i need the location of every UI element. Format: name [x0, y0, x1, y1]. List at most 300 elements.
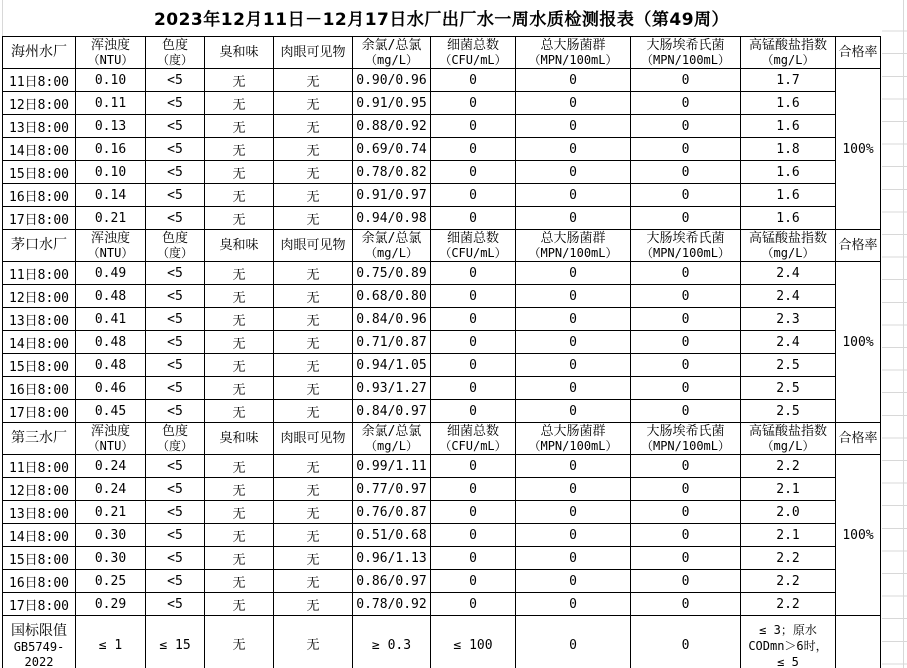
visible-cell: 无 — [274, 478, 353, 501]
bacteria-cell: 0 — [431, 354, 516, 377]
bacteria-cell: 0 — [431, 570, 516, 593]
ecoli-cell: 0 — [631, 547, 741, 570]
turbidity-cell: 0.10 — [76, 69, 146, 92]
ecoli-cell: 0 — [631, 570, 741, 593]
col-header-chlorine — [353, 37, 431, 69]
visible-cell: 无 — [274, 377, 353, 400]
chlorine-cell: 0.68/0.80 — [353, 285, 431, 308]
cell-line: （度） — [156, 246, 193, 261]
chroma-cell: <5 — [146, 593, 205, 616]
coliform-cell: 0 — [516, 207, 631, 230]
bacteria-cell: 0 — [431, 92, 516, 115]
chroma-cell: <5 — [146, 92, 205, 115]
cell-line: 臭和味 — [219, 237, 259, 253]
bacteria-cell: 0 — [431, 524, 516, 547]
turbidity-cell: 0.48 — [76, 331, 146, 354]
codmn-cell: 2.1 — [741, 524, 836, 547]
turbidity-cell: 0.14 — [76, 184, 146, 207]
bacteria-cell: 0 — [431, 478, 516, 501]
limit-bacteria-cell: ≤ 100 — [431, 616, 516, 668]
cell-line: 臭和味 — [219, 430, 259, 446]
data-row — [3, 115, 881, 138]
bacteria-cell: 0 — [431, 115, 516, 138]
plant-name: 海州水厂 — [3, 37, 76, 69]
visible-cell: 无 — [274, 161, 353, 184]
odor-cell: 无 — [205, 207, 274, 230]
plant-name: 茅口水厂 — [3, 230, 76, 262]
codmn-cell: 2.4 — [741, 285, 836, 308]
visible-cell: 无 — [274, 115, 353, 138]
sample-time-cell: 13日8:00 — [3, 115, 76, 138]
cell-line: （mg/L） — [761, 53, 815, 68]
section-header-row — [3, 423, 881, 455]
visible-cell: 无 — [274, 262, 353, 285]
bacteria-cell: 0 — [431, 207, 516, 230]
bacteria-cell: 0 — [431, 400, 516, 423]
ecoli-cell: 0 — [631, 184, 741, 207]
turbidity-cell: 0.46 — [76, 377, 146, 400]
visible-cell: 无 — [274, 138, 353, 161]
data-row — [3, 570, 881, 593]
odor-cell: 无 — [205, 593, 274, 616]
chlorine-cell: 0.90/0.96 — [353, 69, 431, 92]
cell-line: 总大肠菌群 — [540, 230, 606, 246]
col-header-pass-rate: 合格率 — [836, 230, 881, 262]
col-header-chlorine — [353, 230, 431, 262]
chroma-cell: <5 — [146, 184, 205, 207]
chlorine-cell: 0.69/0.74 — [353, 138, 431, 161]
visible-cell: 无 — [274, 593, 353, 616]
codmn-cell: 2.5 — [741, 377, 836, 400]
bacteria-cell: 0 — [431, 377, 516, 400]
chroma-cell: <5 — [146, 262, 205, 285]
codmn-cell: 1.6 — [741, 184, 836, 207]
visible-cell: 无 — [274, 547, 353, 570]
col-header-codmn — [741, 423, 836, 455]
codmn-cell: 2.3 — [741, 308, 836, 331]
cell-line: （mg/L） — [365, 439, 418, 454]
chroma-cell: <5 — [146, 478, 205, 501]
sample-time-cell: 16日8:00 — [3, 377, 76, 400]
visible-cell: 无 — [274, 570, 353, 593]
turbidity-cell: 0.25 — [76, 570, 146, 593]
codmn-cell: 2.5 — [741, 354, 836, 377]
report-title: 2023年12月11日－12月17日水厂出厂水一周水质检测报表（第49周） — [153, 10, 730, 30]
col-header-ecoli — [631, 37, 741, 69]
section-header-row — [3, 230, 881, 262]
chroma-cell: <5 — [146, 138, 205, 161]
ecoli-cell: 0 — [631, 331, 741, 354]
cell-line: （度） — [156, 53, 193, 68]
section-header-row — [3, 37, 881, 69]
cell-line: （mg/L） — [365, 53, 418, 68]
col-header-turbidity — [76, 230, 146, 262]
water-quality-table — [2, 36, 881, 668]
chroma-cell: <5 — [146, 331, 205, 354]
visible-cell: 无 — [274, 92, 353, 115]
turbidity-cell: 0.21 — [76, 501, 146, 524]
limit-odor-cell: 无 — [205, 616, 274, 668]
bacteria-cell: 0 — [431, 262, 516, 285]
col-header-visible — [274, 230, 353, 262]
data-row — [3, 400, 881, 423]
chroma-cell: <5 — [146, 524, 205, 547]
cell-line: 余氯/总氯 — [361, 423, 422, 439]
turbidity-cell: 0.48 — [76, 354, 146, 377]
cell-line: 臭和味 — [219, 44, 259, 60]
data-row — [3, 547, 881, 570]
sample-time-cell: 17日8:00 — [3, 207, 76, 230]
sample-time-cell: 14日8:00 — [3, 138, 76, 161]
bacteria-cell: 0 — [431, 138, 516, 161]
codmn-cell: 2.2 — [741, 547, 836, 570]
codmn-cell: 2.2 — [741, 455, 836, 478]
odor-cell: 无 — [205, 184, 274, 207]
chlorine-cell: 0.84/0.96 — [353, 308, 431, 331]
ecoli-cell: 0 — [631, 285, 741, 308]
col-header-coliform — [516, 37, 631, 69]
sample-time-cell: 12日8:00 — [3, 92, 76, 115]
visible-cell: 无 — [274, 184, 353, 207]
odor-cell: 无 — [205, 524, 274, 547]
turbidity-cell: 0.16 — [76, 138, 146, 161]
col-header-bacteria — [431, 230, 516, 262]
cell-line: 肉眼可见物 — [280, 237, 346, 253]
visible-cell: 无 — [274, 400, 353, 423]
cell-line: 浑浊度 — [90, 230, 130, 246]
limit-ecoli-cell: 0 — [631, 616, 741, 668]
cell-line: 高锰酸盐指数 — [748, 37, 827, 53]
data-row — [3, 308, 881, 331]
cell-line: 肉眼可见物 — [280, 44, 346, 60]
chlorine-cell: 0.96/1.13 — [353, 547, 431, 570]
pass-rate-cell: 100% — [836, 262, 881, 423]
cell-line: GB5749- — [13, 640, 65, 655]
bacteria-cell: 0 — [431, 285, 516, 308]
cell-line: 大肠埃希氏菌 — [646, 37, 725, 53]
cell-line: （MPN/100mL） — [528, 439, 618, 454]
ecoli-cell: 0 — [631, 501, 741, 524]
chroma-cell: <5 — [146, 455, 205, 478]
ecoli-cell: 0 — [631, 69, 741, 92]
visible-cell: 无 — [274, 69, 353, 92]
chlorine-cell: 0.75/0.89 — [353, 262, 431, 285]
turbidity-cell: 0.30 — [76, 547, 146, 570]
col-header-chroma — [146, 37, 205, 69]
limit-codmn-cell — [741, 616, 836, 668]
chlorine-cell: 0.94/0.98 — [353, 207, 431, 230]
cell-line: 高锰酸盐指数 — [748, 230, 827, 246]
chlorine-cell: 0.86/0.97 — [353, 570, 431, 593]
sheet-gridline-right-edge — [903, 0, 904, 668]
cell-line: （度） — [156, 439, 193, 454]
sample-time-cell: 11日8:00 — [3, 262, 76, 285]
col-header-codmn — [741, 37, 836, 69]
col-header-chlorine — [353, 423, 431, 455]
codmn-cell: 1.6 — [741, 115, 836, 138]
national-limit-row — [3, 616, 881, 668]
limit-turbidity-cell: ≤ 1 — [76, 616, 146, 668]
chroma-cell: <5 — [146, 354, 205, 377]
sample-time-cell: 15日8:00 — [3, 354, 76, 377]
chlorine-cell: 0.78/0.82 — [353, 161, 431, 184]
coliform-cell: 0 — [516, 285, 631, 308]
odor-cell: 无 — [205, 92, 274, 115]
cell-line: ≤ 3；原水 — [759, 622, 817, 637]
turbidity-cell: 0.29 — [76, 593, 146, 616]
sample-time-cell: 13日8:00 — [3, 308, 76, 331]
pass-rate-cell: 100% — [836, 69, 881, 230]
cell-line: 肉眼可见物 — [280, 430, 346, 446]
cell-line: （CFU/mL） — [439, 439, 507, 454]
cell-line: 2022 — [24, 655, 54, 668]
cell-line: 浑浊度 — [90, 423, 130, 439]
codmn-cell: 1.6 — [741, 161, 836, 184]
sample-time-cell: 11日8:00 — [3, 455, 76, 478]
ecoli-cell: 0 — [631, 92, 741, 115]
visible-cell: 无 — [274, 501, 353, 524]
cell-line: （mg/L） — [365, 246, 418, 261]
chlorine-cell: 0.94/1.05 — [353, 354, 431, 377]
chroma-cell: <5 — [146, 69, 205, 92]
chroma-cell: <5 — [146, 570, 205, 593]
col-header-pass-rate: 合格率 — [836, 423, 881, 455]
col-header-odor — [205, 230, 274, 262]
ecoli-cell: 0 — [631, 115, 741, 138]
data-row — [3, 207, 881, 230]
pass-rate-cell: 100% — [836, 455, 881, 616]
turbidity-cell: 0.24 — [76, 455, 146, 478]
ecoli-cell: 0 — [631, 262, 741, 285]
odor-cell: 无 — [205, 354, 274, 377]
chlorine-cell: 0.93/1.27 — [353, 377, 431, 400]
ecoli-cell: 0 — [631, 207, 741, 230]
cell-line: （MPN/100mL） — [640, 53, 731, 68]
cell-line: 色度 — [161, 423, 188, 439]
coliform-cell: 0 — [516, 92, 631, 115]
data-row — [3, 354, 881, 377]
chlorine-cell: 0.78/0.92 — [353, 593, 431, 616]
data-row — [3, 331, 881, 354]
cell-line: 大肠埃希氏菌 — [646, 230, 725, 246]
col-header-visible — [274, 37, 353, 69]
coliform-cell: 0 — [516, 570, 631, 593]
odor-cell: 无 — [205, 377, 274, 400]
turbidity-cell: 0.41 — [76, 308, 146, 331]
col-header-coliform — [516, 423, 631, 455]
bacteria-cell: 0 — [431, 308, 516, 331]
sample-time-cell: 11日8:00 — [3, 69, 76, 92]
data-row — [3, 455, 881, 478]
cell-line: （CFU/mL） — [439, 246, 507, 261]
odor-cell: 无 — [205, 262, 274, 285]
cell-line: 大肠埃希氏菌 — [646, 423, 725, 439]
bacteria-cell: 0 — [431, 161, 516, 184]
ecoli-cell: 0 — [631, 478, 741, 501]
ecoli-cell: 0 — [631, 593, 741, 616]
plant-name: 第三水厂 — [3, 423, 76, 455]
cell-line: （MPN/100mL） — [528, 53, 618, 68]
turbidity-cell: 0.48 — [76, 285, 146, 308]
col-header-bacteria — [431, 37, 516, 69]
cell-line: （MPN/100mL） — [640, 439, 731, 454]
sample-time-cell: 17日8:00 — [3, 593, 76, 616]
col-header-coliform — [516, 230, 631, 262]
cell-line: 总大肠菌群 — [540, 37, 606, 53]
odor-cell: 无 — [205, 455, 274, 478]
turbidity-cell: 0.10 — [76, 161, 146, 184]
sample-time-cell: 15日8:00 — [3, 547, 76, 570]
codmn-cell: 1.8 — [741, 138, 836, 161]
odor-cell: 无 — [205, 570, 274, 593]
visible-cell: 无 — [274, 207, 353, 230]
cell-line: （NTU） — [87, 53, 134, 68]
chlorine-cell: 0.84/0.97 — [353, 400, 431, 423]
sample-time-cell: 16日8:00 — [3, 570, 76, 593]
cell-line: 余氯/总氯 — [361, 230, 422, 246]
data-row — [3, 593, 881, 616]
chroma-cell: <5 — [146, 308, 205, 331]
coliform-cell: 0 — [516, 593, 631, 616]
col-header-ecoli — [631, 423, 741, 455]
coliform-cell: 0 — [516, 377, 631, 400]
col-header-odor — [205, 37, 274, 69]
coliform-cell: 0 — [516, 478, 631, 501]
ecoli-cell: 0 — [631, 354, 741, 377]
visible-cell: 无 — [274, 285, 353, 308]
coliform-cell: 0 — [516, 455, 631, 478]
visible-cell: 无 — [274, 331, 353, 354]
coliform-cell: 0 — [516, 524, 631, 547]
odor-cell: 无 — [205, 285, 274, 308]
chlorine-cell: 0.77/0.97 — [353, 478, 431, 501]
table-body — [3, 37, 881, 668]
sample-time-cell: 12日8:00 — [3, 285, 76, 308]
cell-line: 色度 — [161, 230, 188, 246]
chlorine-cell: 0.99/1.11 — [353, 455, 431, 478]
data-row — [3, 161, 881, 184]
coliform-cell: 0 — [516, 69, 631, 92]
cell-line: 细菌总数 — [446, 423, 499, 439]
ecoli-cell: 0 — [631, 524, 741, 547]
chroma-cell: <5 — [146, 285, 205, 308]
visible-cell: 无 — [274, 308, 353, 331]
cell-line: 细菌总数 — [446, 230, 499, 246]
col-header-visible — [274, 423, 353, 455]
visible-cell: 无 — [274, 455, 353, 478]
codmn-cell: 2.5 — [741, 400, 836, 423]
coliform-cell: 0 — [516, 138, 631, 161]
cell-line: 细菌总数 — [446, 37, 499, 53]
ecoli-cell: 0 — [631, 400, 741, 423]
turbidity-cell: 0.21 — [76, 207, 146, 230]
sample-time-cell: 12日8:00 — [3, 478, 76, 501]
codmn-cell: 1.6 — [741, 92, 836, 115]
cell-line: （MPN/100mL） — [640, 246, 731, 261]
turbidity-cell: 0.11 — [76, 92, 146, 115]
codmn-cell: 2.2 — [741, 593, 836, 616]
col-header-odor — [205, 423, 274, 455]
visible-cell: 无 — [274, 524, 353, 547]
data-row — [3, 262, 881, 285]
coliform-cell: 0 — [516, 547, 631, 570]
data-row — [3, 138, 881, 161]
data-row — [3, 524, 881, 547]
cell-line: （CFU/mL） — [439, 53, 507, 68]
chlorine-cell: 0.51/0.68 — [353, 524, 431, 547]
coliform-cell: 0 — [516, 262, 631, 285]
turbidity-cell: 0.45 — [76, 400, 146, 423]
turbidity-cell: 0.49 — [76, 262, 146, 285]
col-header-chroma — [146, 230, 205, 262]
ecoli-cell: 0 — [631, 161, 741, 184]
data-row — [3, 478, 881, 501]
limit-chroma-cell: ≤ 15 — [146, 616, 205, 668]
cell-line: 余氯/总氯 — [361, 37, 422, 53]
col-header-bacteria — [431, 423, 516, 455]
ecoli-cell: 0 — [631, 138, 741, 161]
coliform-cell: 0 — [516, 501, 631, 524]
odor-cell: 无 — [205, 115, 274, 138]
data-row — [3, 501, 881, 524]
coliform-cell: 0 — [516, 115, 631, 138]
codmn-cell: 2.4 — [741, 331, 836, 354]
codmn-cell: 1.6 — [741, 207, 836, 230]
bacteria-cell: 0 — [431, 593, 516, 616]
col-header-chroma — [146, 423, 205, 455]
col-header-turbidity — [76, 37, 146, 69]
turbidity-cell: 0.30 — [76, 524, 146, 547]
col-header-codmn — [741, 230, 836, 262]
sample-time-cell: 17日8:00 — [3, 400, 76, 423]
chroma-cell: <5 — [146, 377, 205, 400]
bacteria-cell: 0 — [431, 455, 516, 478]
odor-cell: 无 — [205, 138, 274, 161]
cell-line: 总大肠菌群 — [540, 423, 606, 439]
coliform-cell: 0 — [516, 331, 631, 354]
cell-line: 色度 — [161, 37, 188, 53]
col-header-pass-rate: 合格率 — [836, 37, 881, 69]
cell-line: （NTU） — [87, 246, 134, 261]
cell-line: 高锰酸盐指数 — [748, 423, 827, 439]
chlorine-cell: 0.71/0.87 — [353, 331, 431, 354]
limit-label-cell — [3, 616, 76, 668]
chlorine-cell: 0.76/0.87 — [353, 501, 431, 524]
visible-cell: 无 — [274, 354, 353, 377]
limit-visible-cell: 无 — [274, 616, 353, 668]
odor-cell: 无 — [205, 308, 274, 331]
odor-cell: 无 — [205, 478, 274, 501]
cell-line: 国标限值 — [11, 622, 67, 639]
cell-line: 浑浊度 — [90, 37, 130, 53]
chroma-cell: <5 — [146, 501, 205, 524]
data-row — [3, 377, 881, 400]
cell-line: ≤ 5 — [777, 655, 799, 668]
chroma-cell: <5 — [146, 547, 205, 570]
codmn-cell: 2.0 — [741, 501, 836, 524]
odor-cell: 无 — [205, 69, 274, 92]
coliform-cell: 0 — [516, 354, 631, 377]
ecoli-cell: 0 — [631, 377, 741, 400]
chlorine-cell: 0.91/0.95 — [353, 92, 431, 115]
coliform-cell: 0 — [516, 400, 631, 423]
odor-cell: 无 — [205, 331, 274, 354]
bacteria-cell: 0 — [431, 501, 516, 524]
cell-line: （MPN/100mL） — [528, 246, 618, 261]
coliform-cell: 0 — [516, 184, 631, 207]
odor-cell: 无 — [205, 547, 274, 570]
cell-line: （mg/L） — [761, 439, 815, 454]
